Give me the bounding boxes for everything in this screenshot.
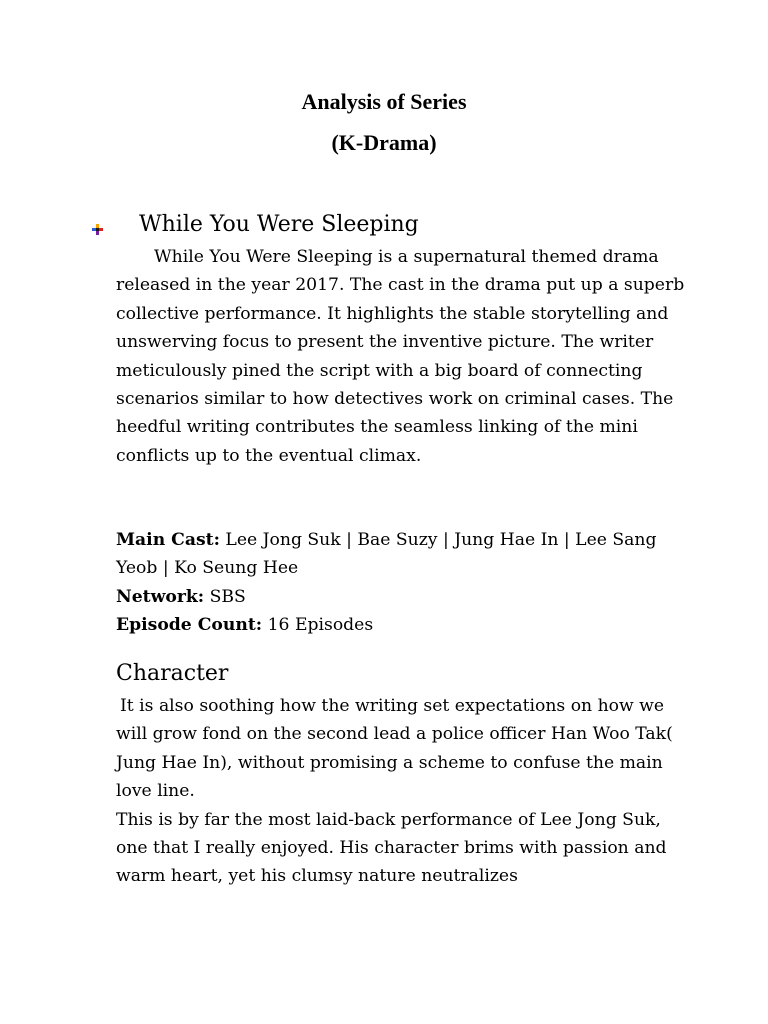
character-paragraph-1: It is also soothing how the writing set expectations on how we will grow fond on the second lead a police officer Han Woo Tak( Jung Hae In), without promising a scheme to confuse the main love line. <box>116 696 673 802</box>
main-cast-label: Main Cast: <box>116 530 220 550</box>
episode-count-line <box>116 611 686 639</box>
intro-paragraph: While You Were Sleeping is a supernatural themed drama released in the year 2017. The cast in the drama put up a superb collective performance. It highlights the stable storytelling and unswerving focus to present the inventive picture. The writer meticulously pined the script with a big board of connecting scenarios similar to how detectives work on criminal cases. The heedful writing contributes the seamless linking of the mini conflicts up to the eventual climax. <box>116 247 685 466</box>
main-cast-value: Lee Jong Suk | Bae Suzy | Jung Hae In | Lee Sang Yeob | Ko Seung Hee <box>116 530 657 579</box>
series-intro <box>116 243 686 470</box>
episode-count-value: 16 Episodes <box>262 615 374 636</box>
episode-count-label: Episode Count: <box>116 615 263 636</box>
network-label: Network: <box>116 586 205 607</box>
document-title: Analysis of Series <box>301 89 467 114</box>
main-cast-line <box>116 526 686 583</box>
series-metadata <box>116 526 686 640</box>
series-heading: While You Were Sleeping <box>139 212 419 237</box>
colorful-arrow-bullet-icon <box>92 224 104 236</box>
document-subtitle: (K-Drama) <box>331 130 437 155</box>
character-paragraph-2: This is by far the most laid-back performance of Lee Jong Suk, one that I really enjoyed. His character brims with passion and warm heart, yet his clumsy nature neutralizes <box>116 809 667 887</box>
character-heading: Character <box>116 661 229 686</box>
network-value: SBS <box>204 586 246 607</box>
character-section <box>116 692 686 891</box>
network-line <box>116 583 686 611</box>
